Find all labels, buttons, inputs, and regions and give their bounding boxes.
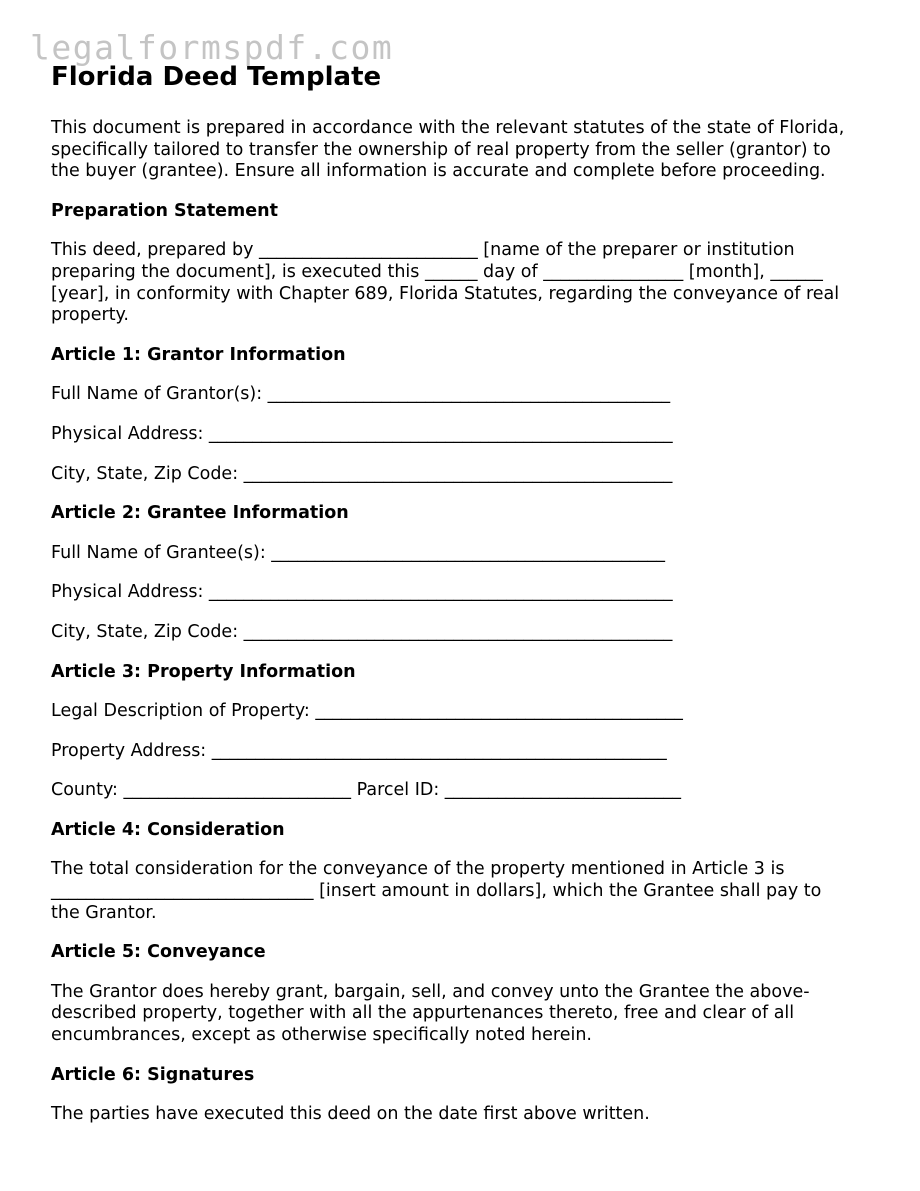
article4-heading: Article 4: Consideration xyxy=(51,819,285,840)
watermark: legalformspdf.com xyxy=(30,28,394,67)
preparation-line: property. xyxy=(51,305,129,326)
conveyance-line: The Grantor does hereby grant, bargain, sell, and convey unto the Grantee the above- xyxy=(51,981,810,1002)
consideration-line: The total consideration for the conveyance of the property mentioned in Article 3 is xyxy=(51,859,785,880)
intro-line: This document is prepared in accordance with the relevant statutes of the state of Florida, xyxy=(51,118,845,138)
grantee-full-name-field: Full Name of Grantee(s): _____________________________________________ xyxy=(51,542,666,563)
intro-line: specifically tailored to transfer the ownership of real property from the seller (grantor) to xyxy=(51,139,831,160)
grantor-address-field: Physical Address: _____________________________________________________ xyxy=(51,423,673,444)
county-parcel-field: County: __________________________ Parcel ID: ___________________________ xyxy=(51,780,682,801)
intro-line: the buyer (grantee). Ensure all information is accurate and complete before proceeding. xyxy=(51,161,826,182)
intro-paragraph xyxy=(51,118,881,183)
legal-description-field: Legal Description of Property: __________________________________________ xyxy=(51,701,683,722)
page-title: Florida Deed Template xyxy=(51,62,382,92)
conveyance-line: encumbrances, except as otherwise specifically noted herein. xyxy=(51,1025,592,1046)
article5-heading: Article 5: Conveyance xyxy=(51,942,266,963)
consideration-line: the Grantor. xyxy=(51,902,157,923)
consideration-paragraph xyxy=(51,859,881,924)
consideration-line: ______________________________ [insert amount in dollars], which the Grantee shall pay to xyxy=(51,881,822,902)
article3-heading: Article 3: Property Information xyxy=(51,661,356,682)
article2-heading: Article 2: Grantee Information xyxy=(51,503,349,524)
grantee-city-field: City, State, Zip Code: _________________________________________________ xyxy=(51,621,673,642)
signatures-paragraph: The parties have executed this deed on the date first above written. xyxy=(51,1104,650,1125)
grantor-city-field: City, State, Zip Code: _________________________________________________ xyxy=(51,463,673,484)
conveyance-paragraph xyxy=(51,982,881,1047)
conveyance-line: described property, together with all the appurtenances thereto, free and clear of all xyxy=(51,1003,795,1024)
grantor-full-name-field: Full Name of Grantor(s): ______________________________________________ xyxy=(51,384,671,405)
preparation-line: [year], in conformity with Chapter 689, Florida Statutes, regarding the conveyance of real xyxy=(51,283,840,304)
preparation-line: preparing the document], is executed this ______ day of ________________ [month], ______ xyxy=(51,261,823,282)
preparation-paragraph xyxy=(51,240,881,326)
property-address-field: Property Address: ____________________________________________________ xyxy=(51,740,667,761)
article6-heading: Article 6: Signatures xyxy=(51,1064,255,1085)
document-body xyxy=(51,118,881,1144)
preparation-heading: Preparation Statement xyxy=(51,200,278,221)
preparation-line: This deed, prepared by _________________________ [name of the preparer or institution xyxy=(51,240,795,261)
article1-heading: Article 1: Grantor Information xyxy=(51,344,346,365)
grantee-address-field: Physical Address: _____________________________________________________ xyxy=(51,582,673,603)
